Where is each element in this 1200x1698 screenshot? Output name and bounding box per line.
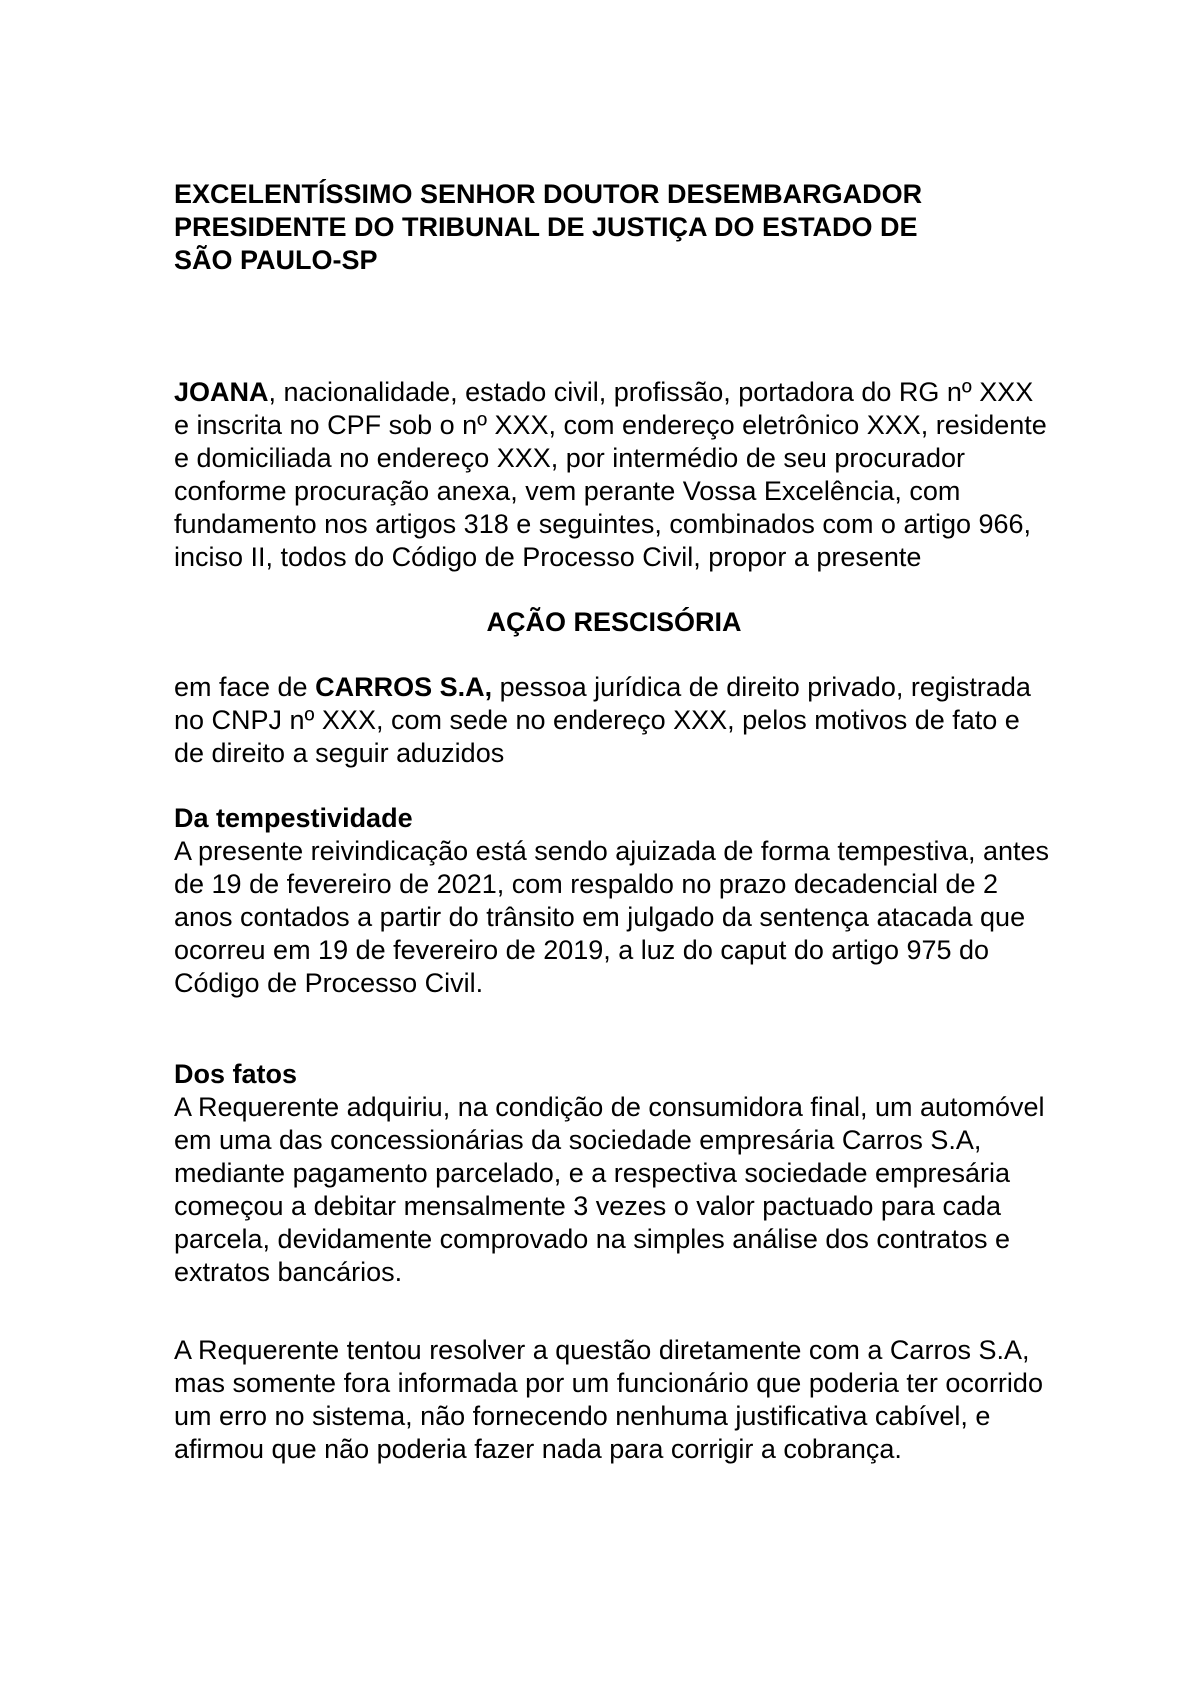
addressee-line-2: PRESIDENTE DO TRIBUNAL DE JUSTIÇA DO ESTADO DE [174,212,918,242]
section-text-fatos-2: A Requerente tentou resolver a questão diretamente com a Carros S.A, mas somente fora informada por um funcionário que poderia ter ocorrido um erro no sistema, não fornecendo nenhuma justificativa cabível, e afirmou que não poderia fazer nada para corrigir a cobrança. [174,1335,1043,1464]
defendant-name: CARROS S.A, [315,672,493,702]
section-text-tempestividade: A presente reivindicação está sendo ajuizada de forma tempestiva, antes de 19 de fevereiro de 2021, com respaldo no prazo decadencial de 2 anos contados a partir do trânsito em julgado da sentença atacada que ocorreu em 19 de fevereiro de 2019, a luz do caput do artigo 975 do Código de Processo Civil. [174,836,1050,998]
action-title: AÇÃO RESCISÓRIA [486,607,742,637]
section-text-fatos-1: A Requerente adquiriu, na condição de consumidora final, um automóvel em uma das concessionárias da sociedade empresária Carros S.A, mediante pagamento parcelado, e a respectiva sociedade empresária começou a debitar mensalmente 3 vezes o valor pactuado para cada parcela, devidamente comprovado na simples análise dos contratos e extratos bancários. [174,1092,1045,1287]
section-heading-tempestividade: Da tempestividade [174,803,413,833]
defendant-prefix: em face de [174,672,316,702]
addressee [174,178,1054,277]
document-body [174,178,1054,1466]
section-heading-fatos: Dos fatos [174,1059,298,1089]
plaintiff-qualification: , nacionalidade, estado civil, profissão, portadora do RG nº XXX e inscrita no CPF sob o nº XXX, com endereço eletrônico XXX, residente e domiciliada no endereço XXX, por intermédio de seu procurador conforme procuração anexa, vem perante Vossa Excelência, com fundamento nos artigos 318 e seguintes, combinados com o artigo 966, inciso II, todos do Código de Processo Civil, propor a presente [174,377,1047,572]
defendant-paragraph [174,671,1054,770]
plaintiff-paragraph [174,376,1054,574]
addressee-line-1: EXCELENTÍSSIMO SENHOR DOUTOR DESEMBARGADOR [174,179,923,209]
plaintiff-name: JOANA [174,377,269,407]
addressee-line-3: SÃO PAULO-SP [174,245,378,275]
defendant-qualification: pessoa jurídica de direito privado, registrada no CNPJ nº XXX, com sede no endereço XXX, pelos motivos de fato e de direito a seguir aduzidos [174,672,1031,768]
